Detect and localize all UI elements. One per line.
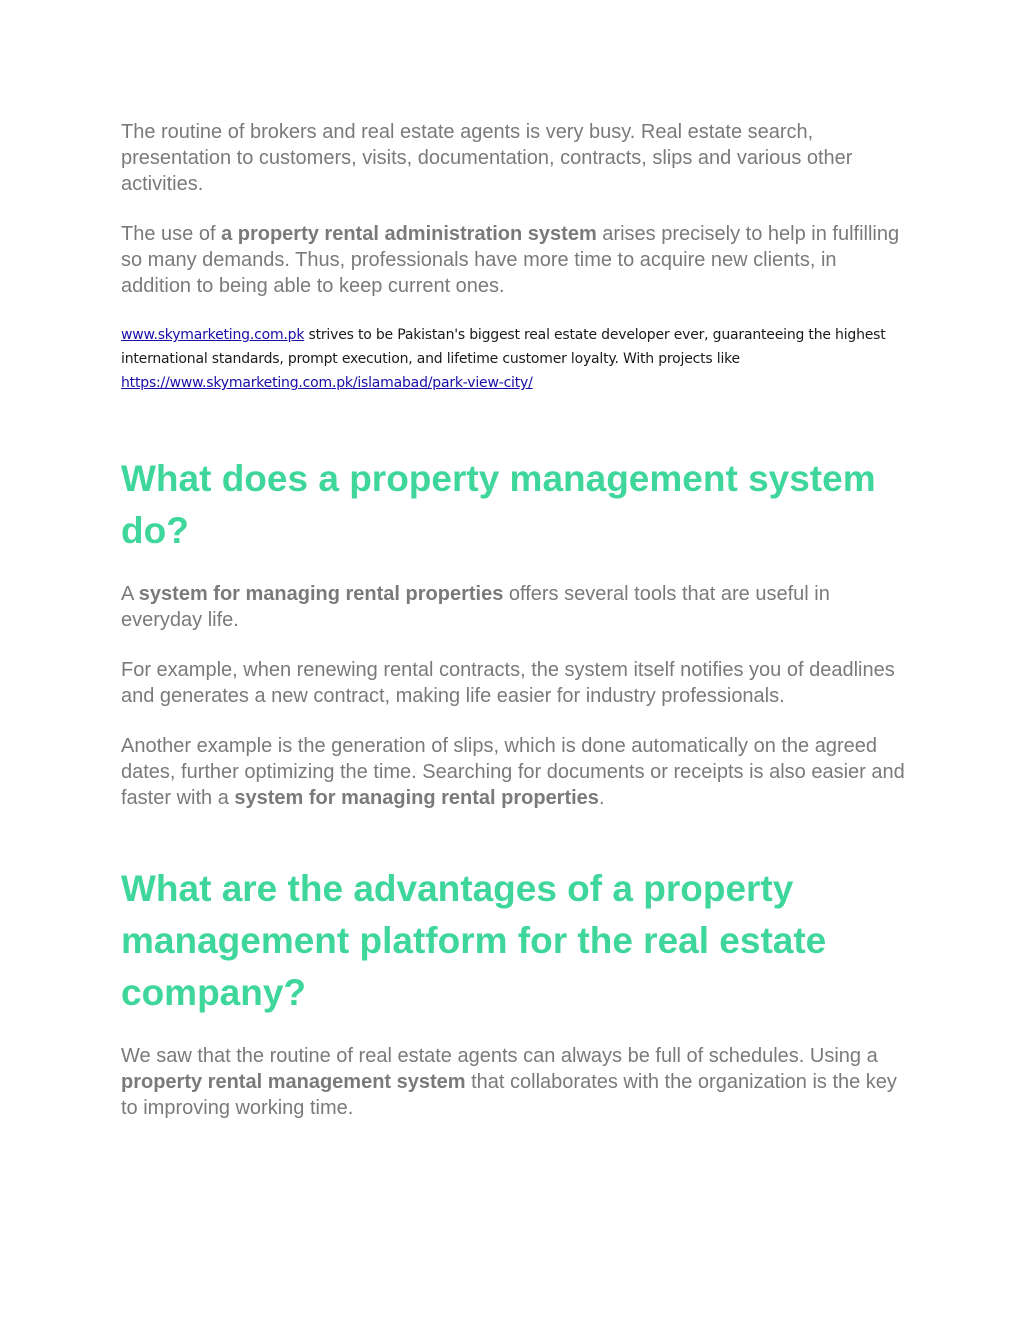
section-2-paragraph-1-suffix: that collaborates with the organization is the key to improving working time.	[121, 1071, 897, 1119]
intro-paragraph-2-suffix: arises precisely to help in fulfilling so many demands. Thus, professionals have more time to acquire new clients, in addition to being able to keep current ones.	[121, 223, 900, 297]
intro-paragraph-2-bold: a property rental administration system	[221, 223, 597, 245]
promo-text: strives to be Pakistan's biggest real estate developer ever, guaranteeing the highest international standards, prompt execution, and lifetime customer loyalty. With projects like	[121, 327, 886, 367]
section-2-heading: What are the advantages of a property management platform for the real estate company?	[121, 868, 827, 1013]
section-1-paragraph-1	[121, 581, 911, 633]
section-1-paragraph-3	[121, 733, 911, 811]
skymarketing-link[interactable]: www.skymarketing.com.pk	[121, 327, 305, 343]
park-view-city-link[interactable]: https://www.skymarketing.com.pk/islamabad/park-view-city/	[121, 375, 533, 391]
section-1-paragraph-1-bold: system for managing rental properties	[138, 583, 504, 605]
intro-paragraph-2	[121, 221, 911, 299]
section-1-heading: What does a property management system do?	[121, 458, 876, 551]
intro-paragraph-1	[121, 119, 911, 197]
section-1-paragraph-2-text: For example, when renewing rental contracts, the system itself notifies you of deadlines and generates a new contract, making life easier for industry professionals.	[121, 659, 895, 707]
section-1-paragraph-1-prefix: A	[121, 583, 139, 605]
document-page	[121, 119, 911, 1145]
section-2-paragraph-1	[121, 1043, 911, 1121]
section-1-paragraph-3-prefix: Another example is the generation of slips, which is done automatically on the agreed dates, further optimizing the time. Searching for documents or receipts is also easier and faster with a	[121, 735, 905, 809]
intro-paragraph-2-prefix: The use of	[121, 223, 222, 245]
section-2-paragraph-1-prefix: We saw that the routine of real estate agents can always be full of schedules. Using a	[121, 1045, 878, 1067]
section-1-paragraph-3-suffix: .	[598, 787, 605, 809]
promo-paragraph	[121, 323, 911, 395]
section-2-paragraph-1-bold: property rental management system	[121, 1071, 466, 1093]
section-1-paragraph-3-bold: system for managing rental properties	[234, 787, 599, 809]
intro-paragraph-1-text: The routine of brokers and real estate agents is very busy. Real estate search, presentation to customers, visits, documentation, contracts, slips and various other activities.	[121, 121, 853, 195]
section-1-paragraph-2	[121, 657, 911, 709]
section-1-paragraph-1-suffix: offers several tools that are useful in everyday life.	[121, 583, 830, 631]
